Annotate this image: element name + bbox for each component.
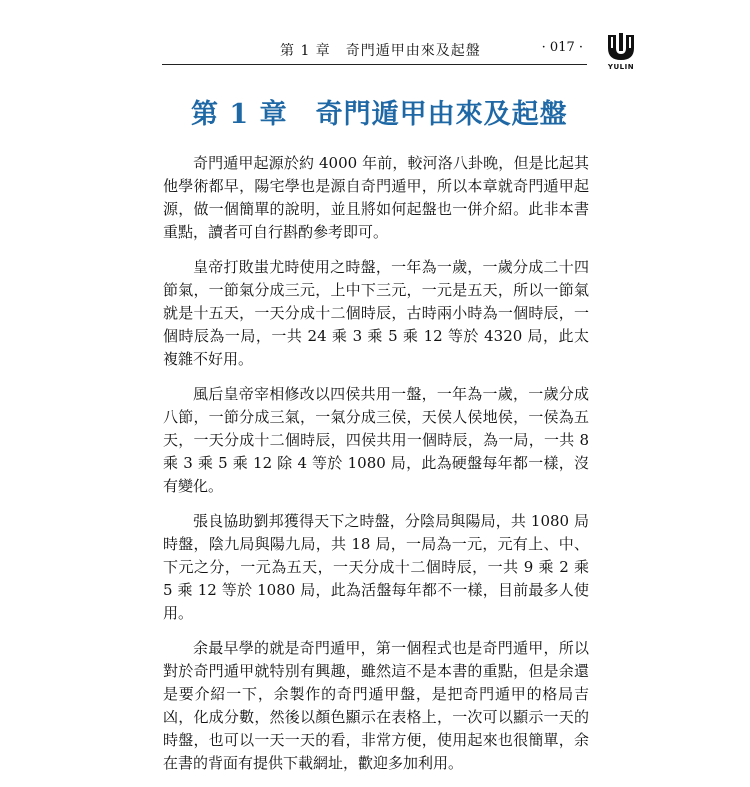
running-header	[162, 36, 587, 62]
paragraph: 張良協助劉邦獲得天下之時盤，分陰局與陽局，共 1080 局時盤，陰九局與陽九局，共 18 局，一局為一元，元有上、中、下元之分，一元為五天，一天分成十二個時辰，一共 9 乘 2 乘 5 乘 12 等於 1080 局，此為活盤每年都不一樣，目前最多人使用。	[163, 512, 589, 622]
logo-text: YULIN	[607, 63, 635, 71]
publisher-logo	[600, 32, 642, 78]
chapter-number: 第 1 章	[191, 99, 288, 130]
body-text	[163, 152, 589, 787]
header-rule	[162, 64, 587, 65]
yulin-logo-icon	[605, 32, 637, 62]
chapter-title-text: 奇門遁甲由來及起盤	[315, 99, 568, 130]
paragraph: 皇帝打敗蚩尤時使用之時盤，一年為一歲，一歲分成二十四節氣，一節氣分成三元，上中下三元，一元是五天，所以一節氣就是十五天，一天分成十二個時辰，古時兩小時為一個時辰，一個時辰為一局，一共 24 乘 3 乘 5 乘 12 等於 4320 局，此太複雜不好用。	[163, 258, 589, 368]
paragraph: 余最早學的就是奇門遁甲，第一個程式也是奇門遁甲，所以對於奇門遁甲就特別有興趣，雖然這不是本書的重點，但是余還是要介紹一下，余製作的奇門遁甲盤，是把奇門遁甲的格局吉凶，化成分數，然後以顏色顯示在表格上，一次可以顯示一天的時盤，也可以一天一天的看，非常方便，使用起來也很簡單，余在書的背面有提供下載網址，歡迎多加利用。	[163, 639, 589, 772]
paragraph: 奇門遁甲起源於約 4000 年前，較河洛八卦晚，但是比起其他學術都早，陽宅學也是源自奇門遁甲，所以本章就奇門遁甲起源，做一個簡單的說明，並且將如何起盤也一併介紹。此非本書重點，讀者可自行斟酌參考即可。	[163, 154, 589, 241]
chapter-title	[191, 92, 568, 131]
paragraph: 風后皇帝宰相修改以四侯共用一盤，一年為一歲，一歲分成八節，一節分成三氣，一氣分成三侯，天侯人侯地侯，一侯為五天，一天分成十二個時辰，四侯共用一個時辰，為一局，一共 8 乘 3 乘 5 乘 12 除 4 等於 1080 局，此為硬盤每年都一樣，沒有變化。	[163, 385, 589, 495]
page-number: · 017 ·	[541, 40, 583, 55]
running-title: 第 1 章 奇門遁甲由來及起盤	[280, 43, 481, 59]
